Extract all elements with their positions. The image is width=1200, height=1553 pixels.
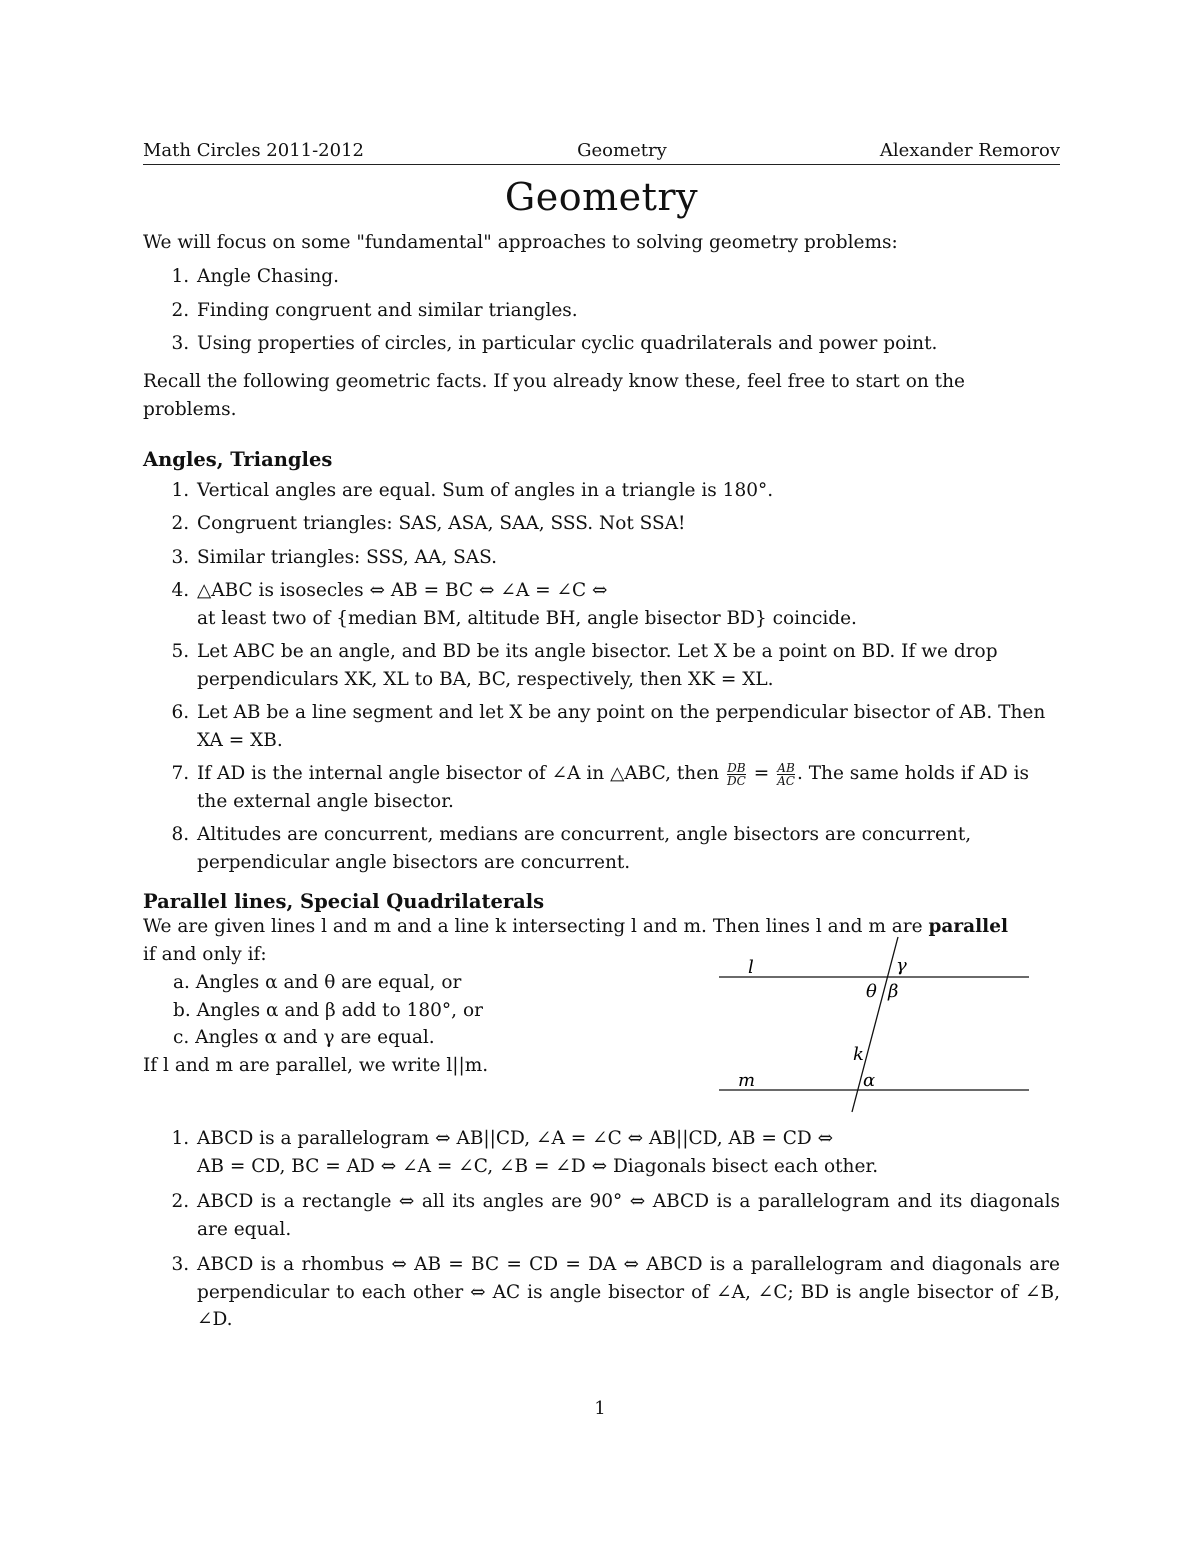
label-m: m — [738, 1070, 756, 1091]
list-item: 2. Congruent triangles: SAS, ASA, SAA, SSS. Not SSA! — [195, 510, 1060, 538]
equals-sign: = — [753, 763, 770, 784]
list-item: 3. ABCD is a rhombus ⇔ AB = BC = CD = DA ⇔ ABCD is a parallelogram and diagonals are perpendicular to each other ⇔ AC is angle bisector of ∠A, ∠C; BD is angle bisector of ∠B, ∠D. — [195, 1251, 1060, 1334]
section-heading-angles: Angles, Triangles — [143, 447, 333, 471]
section-heading-parallel: Parallel lines, Special Quadrilaterals — [143, 890, 545, 913]
list-item: 6. Let AB be a line segment and let X be any point on the perpendicular bisector of AB. Then XA = XB. — [195, 699, 1060, 754]
label-beta: β — [888, 981, 899, 1002]
list-item: 3. Using properties of circles, in particular cyclic quadrilaterals and power point. — [195, 330, 1060, 358]
parallel-lines-diagram — [716, 935, 1032, 1121]
ratio-db-dc: $\frac{DB}{DC}$ — [726, 760, 746, 788]
header-left: Math Circles 2011-2012 — [143, 140, 364, 161]
option-a: a. Angles α and θ are equal, or — [173, 972, 462, 993]
label-k: k — [853, 1044, 864, 1065]
page-number: 1 — [594, 1398, 606, 1419]
list-item: 1. ABCD is a parallelogram ⇔ AB||CD, ∠A = ∠C ⇔ AB||CD, AB = CD ⇔ AB = CD, BC = AD ⇔ ∠A = ∠C, ∠B = ∠D ⇔ Diagonals bisect each other. — [195, 1125, 1060, 1180]
quadrilateral-list — [143, 1125, 1060, 1334]
bisector-theorem-post: . The same holds if AD is the external angle bisector. — [197, 763, 1030, 812]
page-title: Geometry — [504, 175, 699, 219]
list-item: 1. Vertical angles are equal. Sum of angles in a triangle is 180°. — [195, 477, 1060, 505]
angles-list — [143, 477, 1060, 877]
intro-list — [143, 263, 1060, 358]
header-right: Alexander Remorov — [879, 140, 1060, 161]
list-item: 1. Angle Chasing. — [195, 263, 1060, 291]
recall-paragraph: Recall the following geometric facts. If you already know these, feel free to start on the problems. — [143, 370, 965, 420]
document-page — [143, 140, 1060, 1342]
label-theta: θ — [866, 981, 877, 1002]
list-item: 3. Similar triangles: SSS, AA, SAS. — [195, 544, 1060, 572]
isosceles-line-1: △ABC is isosecles ⇔ AB = BC ⇔ ∠A = ∠C ⇔ — [197, 580, 608, 601]
bisector-theorem-pre: If AD is the internal angle bisector of ∠A in △ABC, then — [197, 763, 720, 784]
list-item: 5. Let ABC be an angle, and BD be its angle bisector. Let X be a point on BD. If we drop perpendiculars XK, XL to BA, BC, respectively, then XK = XL. — [195, 638, 1060, 693]
option-c: c. Angles α and γ are equal. — [173, 1027, 435, 1048]
running-header — [143, 140, 1060, 165]
isosceles-line-2: at least two of {median BM, altitude BH, angle bisector BD} coincide. — [197, 607, 857, 629]
header-center: Geometry — [577, 140, 667, 161]
list-item: 8. Altitudes are concurrent, medians are concurrent, angle bisectors are concurrent, perpendicular angle bisectors are concurrent. — [195, 821, 1060, 876]
parallel-term: parallel — [928, 916, 1008, 937]
list-item — [195, 760, 1060, 815]
ratio-ab-ac: $\frac{AB}{AC}$ — [777, 760, 795, 788]
intro-lead: We will focus on some "fundamental" approaches to solving geometry problems: — [143, 232, 898, 253]
parallel-block — [143, 913, 1060, 1091]
label-l: l — [748, 957, 754, 978]
list-item: 2. Finding congruent and similar triangles. — [195, 297, 1060, 325]
parallel-notation: If l and m are parallel, we write l||m. — [143, 1054, 489, 1076]
list-item: 2. ABCD is a rectangle ⇔ all its angles are 90° ⇔ ABCD is a parallelogram and its diagonals are equal. — [195, 1188, 1060, 1243]
option-b: b. Angles α and β add to 180°, or — [173, 999, 483, 1021]
parallel-lead: We are given lines l and m and a line k intersecting l and m. Then lines l and m are parallel if and only if: — [143, 916, 1008, 965]
list-item — [195, 577, 1060, 632]
label-alpha: α — [863, 1070, 876, 1091]
label-gamma: γ — [896, 955, 907, 976]
